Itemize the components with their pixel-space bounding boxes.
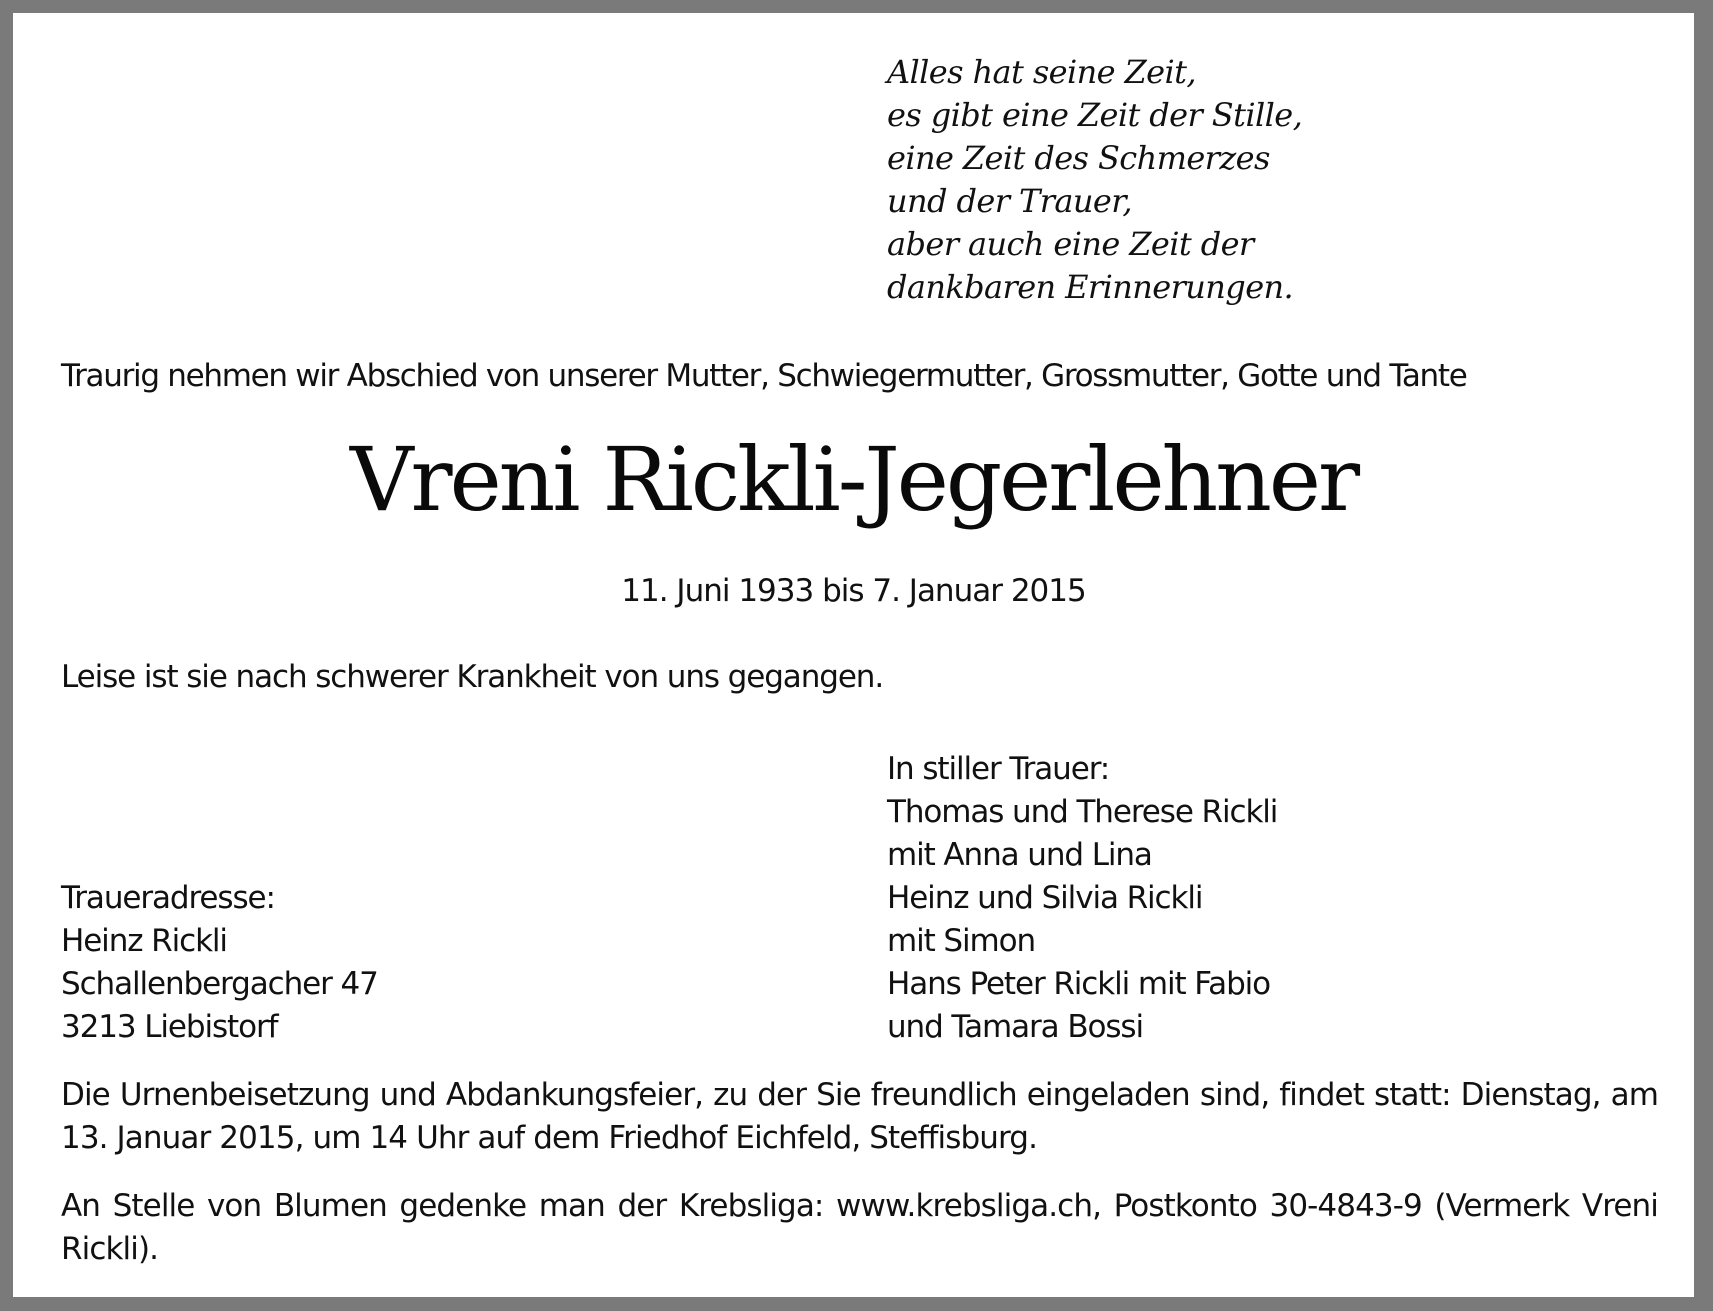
address-name: Heinz Rickli bbox=[61, 923, 227, 959]
life-dates: 11. Juni 1933 bis 7. Januar 2015 bbox=[621, 573, 1086, 609]
poem-line: dankbaren Erinnerungen. bbox=[887, 268, 1294, 306]
intro-text: Traurig nehmen wir Abschied von unserer Mutter, Schwiegermutter, Grossmutter, Gotte und Tante bbox=[61, 358, 1467, 394]
mourner-line: mit Anna und Lina bbox=[887, 837, 1152, 873]
mourners-heading: In stiller Trauer: bbox=[887, 751, 1110, 787]
mourner-line: Heinz und Silvia Rickli bbox=[887, 880, 1203, 916]
poem-line: es gibt eine Zeit der Stille, bbox=[887, 96, 1303, 134]
mourners-list bbox=[887, 748, 1277, 1049]
obituary-sheet bbox=[13, 13, 1694, 1297]
poem-line: Alles hat seine Zeit, bbox=[887, 53, 1196, 91]
poem bbox=[887, 51, 1302, 309]
ceremony-paragraph: Die Urnenbeisetzung und Abdankungsfeier, zu der Sie freundlich eingeladen sind, findet statt: Dienstag, am 13. Januar 2015, um 14 Uhr auf dem Friedhof Eichfeld, Steffisburg. bbox=[61, 1077, 1658, 1156]
address-city: 3213 Liebistorf bbox=[61, 1009, 278, 1045]
poem-line: aber auch eine Zeit der bbox=[887, 225, 1254, 263]
mourning-address bbox=[61, 877, 378, 1049]
mourner-line: mit Simon bbox=[887, 923, 1036, 959]
poem-line: eine Zeit des Schmerzes bbox=[887, 139, 1270, 177]
address-street: Schallenbergacher 47 bbox=[61, 966, 378, 1002]
donation-paragraph: An Stelle von Blumen gedenke man der Krebsliga: www.krebsliga.ch, Postkonto 30-4843-9 (Vermerk Vreni Rickli). bbox=[61, 1188, 1658, 1267]
passing-note: Leise ist sie nach schwerer Krankheit von uns gegangen. bbox=[61, 659, 884, 695]
deceased-name: Vreni Rickli-Jegerlehner bbox=[349, 428, 1358, 531]
mourner-line: Thomas und Therese Rickli bbox=[887, 794, 1278, 830]
mourner-line: und Tamara Bossi bbox=[887, 1009, 1143, 1045]
address-label: Traueradresse: bbox=[61, 880, 275, 916]
mourner-line: Hans Peter Rickli mit Fabio bbox=[887, 966, 1271, 1002]
poem-line: und der Trauer, bbox=[887, 182, 1132, 220]
